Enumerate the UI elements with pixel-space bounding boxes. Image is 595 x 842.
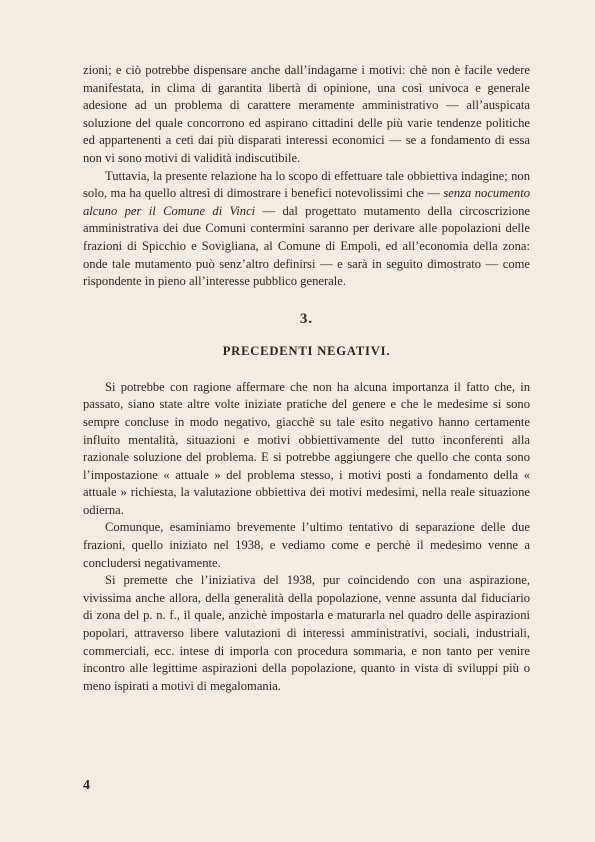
page-number: 4 <box>83 778 90 793</box>
section-title: PRECEDENTI NEGATIVI. <box>222 343 391 358</box>
paragraph-2-italic: senza nocumento alcuno per il Comune di Vinci <box>83 186 530 218</box>
paragraph-2-start: Tuttavia, la presente relazione ha lo scopo di effettuare tale obbiettiva indagine; non solo, ma ha quello altresì di dimostrare i benefici notevolissimi che — <box>83 168 530 201</box>
paragraph-1: zioni; e ciò potrebbe dispensare anche dall’indagarne i motivi: chè non è facile vedere manifestata, in clima di garantita libertà di opinione, una così univoca e generale adesione ad un problema di carattere meramente amministrativo — all’auspicata soluzione del quale concorrono ed aspirano cittadini delle più varie tendenze politiche ed appartenenti a ceti dai più disparati interessi economici — se a fondamento di essa non vi sono motivi di validità indiscutibile. <box>83 63 530 165</box>
paragraph-3: Si potrebbe con ragione affermare che non ha alcuna importanza il fatto che, in passato, siano state altre volte iniziate pratiche del genere e che le medesime si sono sempre concluse in modo negativo, giacchè su tale esito negativo hanno certamente influito mentalità, situazioni e motivi obbiettivamente del tutto inconferenti alla razionale soluzione del problema. E si potrebbe aggiungere che quello che conta sono l’impostazione « attuale » del problema stesso, i motivi posti a fondamento della « attuale » richiesta, la valutazione obbiettiva dei motivi medesimi, nella reale situazione odierna. <box>83 379 530 517</box>
page-body <box>83 62 530 695</box>
paragraph-5: Si premette che l’iniziativa del 1938, pur coincidendo con una aspirazione, vivissima anche allora, della generalità della popolazione, venne assunta dal fiduciario di zona del p. n. f., il quale, anzichè impostarla e maturarla nel quadro delle aspirazioni popolari, attraverso libere valutazioni di interessi amministrativi, sociali, industriali, commerciali, ecc. intese di imporla con procedura sommaria, e non tanto per venire incontro alle legittime aspirazioni della popolazione, quanto in vista di sviluppi più o meno ispirati a motivi di megalomania. <box>83 573 530 693</box>
paragraph-2-end: — dal progettato mutamento della circoscrizione amministrativa dei due Comuni contermini saranno per derivare alle popolazioni delle frazioni di Spicchio e Sovigliana, al Comune di Empoli, ed all’economia della zona: onde tale mutamento può senz’altro definirsi — e sarà in seguito dimostrato — come rispondente in pieno all’interesse pubblico generale. <box>83 203 530 289</box>
section-number: 3. <box>299 310 314 327</box>
paragraph-2 <box>83 168 530 291</box>
paragraph-4: Comunque, esaminiamo brevemente l’ultimo tentativo di separazione delle due frazioni, quello iniziato nel 1938, e vediamo come e perchè il medesimo venne a concludersi negativamente. <box>83 520 530 570</box>
